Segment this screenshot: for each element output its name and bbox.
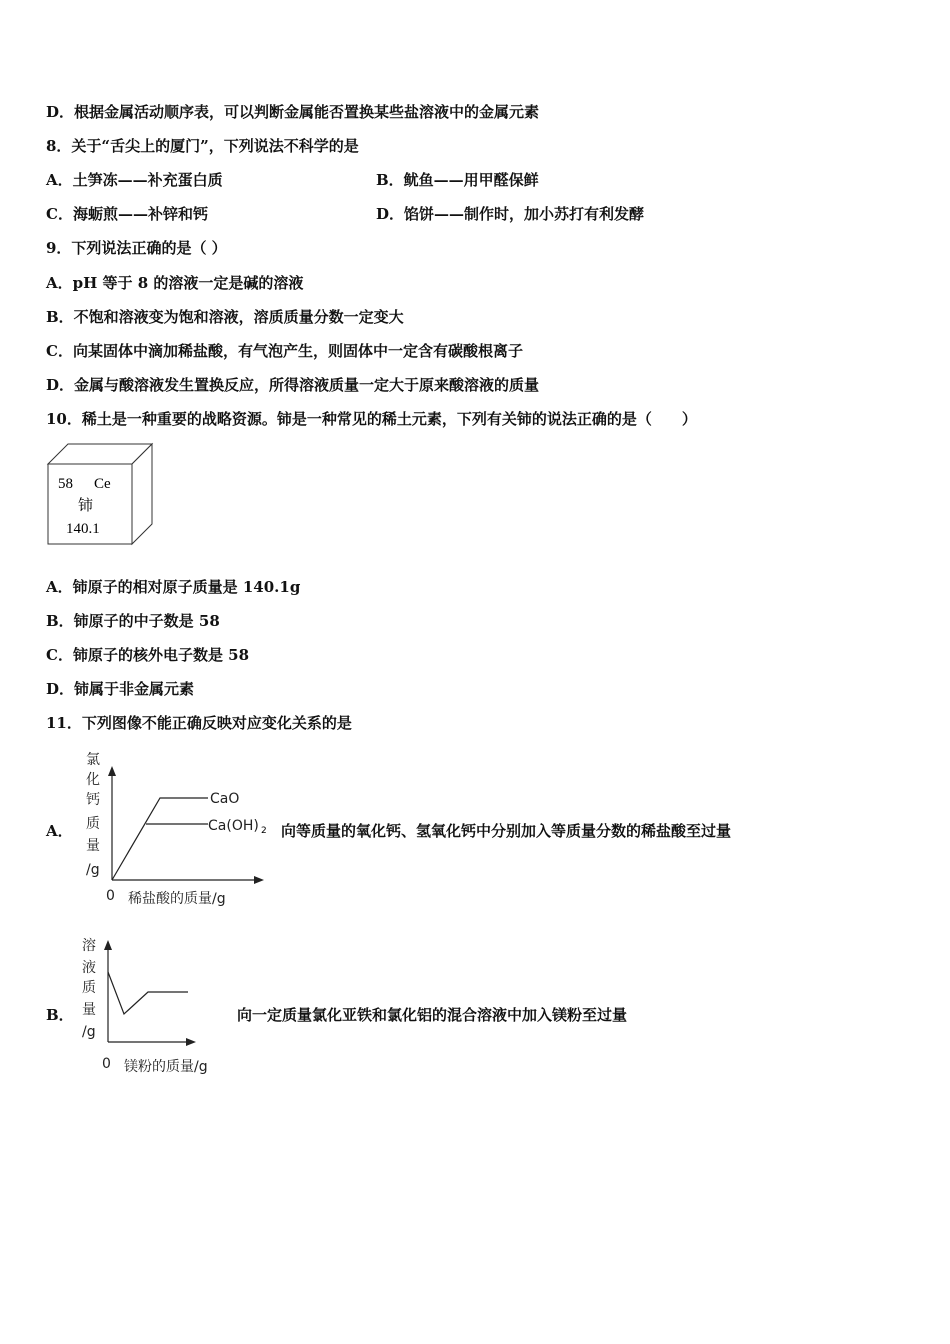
question-9: 9．下列说法正确的是（ ） bbox=[46, 239, 227, 257]
svg-text:钙: 钙 bbox=[86, 792, 100, 808]
option-d-metal-activity: D．根据金属活动顺序表，可以判断金属能否置换某些盐溶液中的金属元素 bbox=[46, 103, 540, 121]
graph-a-label-cao: CaO bbox=[210, 791, 240, 807]
q8-option-d: D．馅饼——制作时，加小苏打有利发酵 bbox=[376, 205, 645, 223]
q10-option-a: A．铈原子的相对原子质量是 140.1g bbox=[46, 578, 301, 596]
graph-b-y-arrow bbox=[104, 940, 112, 950]
q11-option-a-text: 向等质量的氧化钙、氢氧化钙中分别加入等质量分数的稀盐酸至过量 bbox=[281, 822, 732, 840]
q9-option-c: C．向某固体中滴加稀盐酸，有气泡产生，则固体中一定含有碳酸根离子 bbox=[46, 342, 523, 360]
svg-text:量: 量 bbox=[86, 838, 100, 854]
svg-text:/g: /g bbox=[82, 1024, 96, 1040]
svg-text:/g: /g bbox=[86, 862, 100, 878]
q11-option-b-label: B． bbox=[46, 1006, 74, 1024]
graph-a-series-cao bbox=[112, 798, 208, 880]
graph-b-series bbox=[108, 972, 188, 1014]
question-10: 10．稀土是一种重要的战略资源。铈是一种常见的稀土元素，下列有关铈的说法正确的是（ ） bbox=[46, 410, 697, 428]
atomic-number: 58 bbox=[58, 476, 73, 492]
graph-a-y-label bbox=[86, 752, 100, 878]
graph-b-x-arrow bbox=[186, 1038, 196, 1046]
element-symbol: Ce bbox=[94, 476, 111, 492]
q10-option-c: C．铈原子的核外电子数是 58 bbox=[46, 646, 250, 664]
graph-a-y-arrow bbox=[108, 766, 116, 776]
graph-a bbox=[80, 748, 280, 913]
question-11: 11．下列图像不能正确反映对应变化关系的是 bbox=[46, 714, 352, 732]
graph-a-label-caoh2-sub: 2 bbox=[261, 826, 267, 836]
q11-option-b-text: 向一定质量氯化亚铁和氯化铝的混合溶液中加入镁粉至过量 bbox=[237, 1006, 628, 1024]
graph-a-x-label: 稀盐酸的质量/g bbox=[128, 891, 226, 907]
svg-text:溶: 溶 bbox=[82, 938, 96, 954]
graph-a-label-caoh2: Ca(OH) bbox=[208, 818, 259, 834]
svg-text:质: 质 bbox=[82, 980, 96, 996]
element-name: 铈 bbox=[78, 498, 94, 514]
graph-b-y-label bbox=[82, 937, 96, 1040]
q9-option-d: D．金属与酸溶液发生置换反应，所得溶液质量一定大于原来酸溶液的质量 bbox=[46, 376, 540, 394]
svg-text:氯: 氯 bbox=[86, 752, 100, 768]
q9-option-a: A．pH 等于 8 的溶液一定是碱的溶液 bbox=[46, 274, 304, 292]
atomic-mass: 140.1 bbox=[66, 521, 100, 537]
svg-text:量: 量 bbox=[82, 1002, 96, 1018]
svg-text:液: 液 bbox=[82, 960, 96, 976]
question-8: 8．关于“舌尖上的厦门”，下列说法不科学的是 bbox=[46, 137, 359, 155]
q10-option-d: D．铈属于非金属元素 bbox=[46, 680, 195, 698]
svg-text:质: 质 bbox=[86, 816, 100, 832]
graph-b-origin: 0 bbox=[102, 1056, 111, 1072]
q8-option-a: A．土笋冻——补充蛋白质 bbox=[46, 171, 223, 189]
q8-option-b: B．鱿鱼——用甲醛保鲜 bbox=[376, 171, 539, 189]
q10-option-b: B．铈原子的中子数是 58 bbox=[46, 612, 220, 630]
svg-text:化: 化 bbox=[86, 772, 100, 788]
q11-option-a-label: A． bbox=[46, 822, 73, 840]
graph-a-origin: 0 bbox=[106, 888, 115, 904]
graph-a-x-arrow bbox=[254, 876, 264, 884]
q8-option-c: C．海蛎煎——补锌和钙 bbox=[46, 205, 208, 223]
q9-option-b: B．不饱和溶液变为饱和溶液，溶质质量分数一定变大 bbox=[46, 308, 404, 326]
graph-b bbox=[78, 932, 238, 1080]
element-card-cerium bbox=[46, 442, 156, 547]
graph-b-x-label: 镁粉的质量/g bbox=[124, 1059, 208, 1075]
